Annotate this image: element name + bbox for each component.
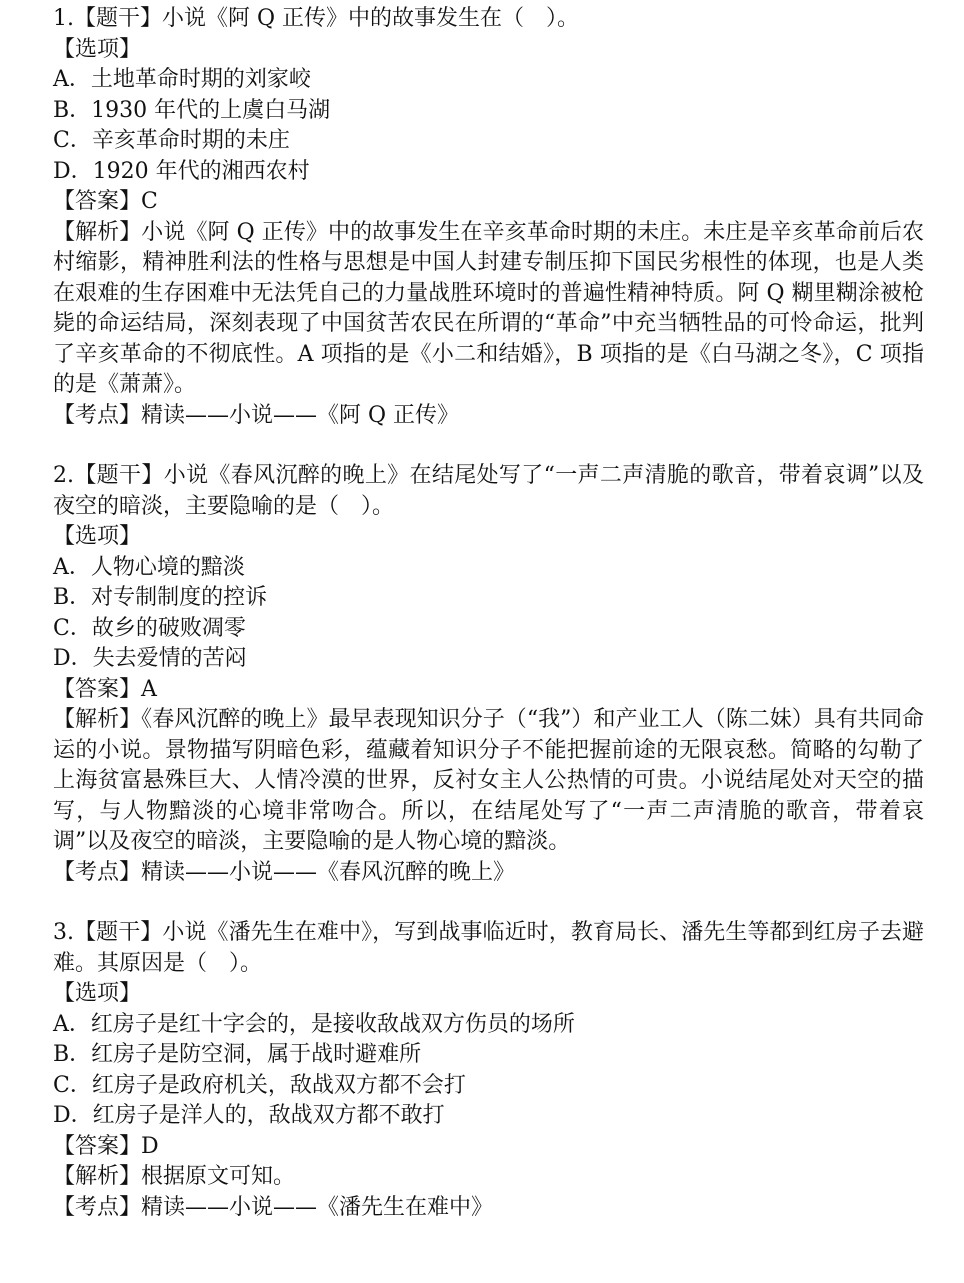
analysis: 【解析】根据原文可知。 <box>53 1164 296 1189</box>
question-stem: 2.【题干】小说《春风沉醉的晚上》在结尾处写了“一声二声清脆的歌音，带着哀调”以及夜空的暗淡，主要隐喻的是（ ）。 <box>53 463 924 519</box>
answer: 【答案】C <box>53 189 158 214</box>
option-c: C．故乡的破败凋零 <box>53 615 246 641</box>
option-a: A．红房子是红十字会的，是接收敌战双方伤员的场所 <box>53 1011 575 1037</box>
exam-point: 【考点】精读——小说——《春风沉醉的晚上》 <box>53 859 516 885</box>
option-d: D．红房子是洋人的，敌战双方都不敢打 <box>53 1103 445 1128</box>
option-b: B．红房子是防空洞，属于战时避难所 <box>53 1042 422 1067</box>
option-b: B．1930 年代的上虞白马湖 <box>53 97 331 123</box>
analysis: 【解析】《春风沉醉的晚上》最早表现知识分子（“我”）和产业工人（陈二妹）具有共同命运的小说。景物描写阴暗色彩，蕴藏着知识分子不能把握前途的无限哀愁。简略的勾勒了上海贫富悬殊巨大、人情冷漠的世界，反衬女主人公热情的可贵。小说结尾处对天空的描写，与人物黯淡的心境非常吻合。所以，在结尾处写了“一声二声清脆的歌音，带着哀调”以及夜空的暗淡，主要隐喻的是人物心境的黯淡。 <box>53 707 924 854</box>
question-1 <box>53 4 924 431</box>
answer: 【答案】A <box>53 676 157 702</box>
option-a: A．人物心境的黯淡 <box>53 554 245 580</box>
options-label: 【选项】 <box>53 981 142 1006</box>
question-3 <box>53 918 924 1223</box>
question-stem: 1.【题干】小说《阿 Q 正传》中的故事发生在（ ）。 <box>53 6 580 31</box>
exam-point: 【考点】精读——小说——《阿 Q 正传》 <box>53 402 460 428</box>
options-label: 【选项】 <box>53 36 142 62</box>
option-d: D．1920 年代的湘西农村 <box>53 158 310 184</box>
option-d: D．失去爱情的苦闷 <box>53 646 247 671</box>
options-label: 【选项】 <box>53 524 142 549</box>
question-stem: 3.【题干】小说《潘先生在难中》，写到战事临近时，教育局长、潘先生等都到红房子去避难。其原因是（ ）。 <box>53 920 924 976</box>
option-a: A．土地革命时期的刘家峧 <box>53 67 311 92</box>
answer: 【答案】D <box>53 1133 159 1159</box>
option-c: C．辛亥革命时期的未庄 <box>53 128 290 153</box>
question-2 <box>53 461 924 888</box>
analysis: 【解析】小说《阿 Q 正传》中的故事发生在辛亥革命时期的未庄。未庄是辛亥革命前后农村缩影，精神胜利法的性格与思想是中国人封建专制压抑下国民劣根性的体现，也是人类在艰难的生存困难中无法凭自己的力量战胜环境时的普遍性精神特质。阿 Q 糊里糊涂被枪毙的命运结局，深刻表现了中国贫苦农民在所谓的“革命”中充当牺牲品的可怜命运，批判了辛亥革命的不彻底性。A 项指的是《小二和结婚》，B 项指的是《白马湖之冬》，C 项指的是《萧萧》。 <box>53 219 924 397</box>
option-c: C．红房子是政府机关，敌战双方都不会打 <box>53 1072 466 1098</box>
option-b: B．对专制制度的控诉 <box>53 585 268 610</box>
exam-point: 【考点】精读——小说——《潘先生在难中》 <box>53 1194 494 1220</box>
